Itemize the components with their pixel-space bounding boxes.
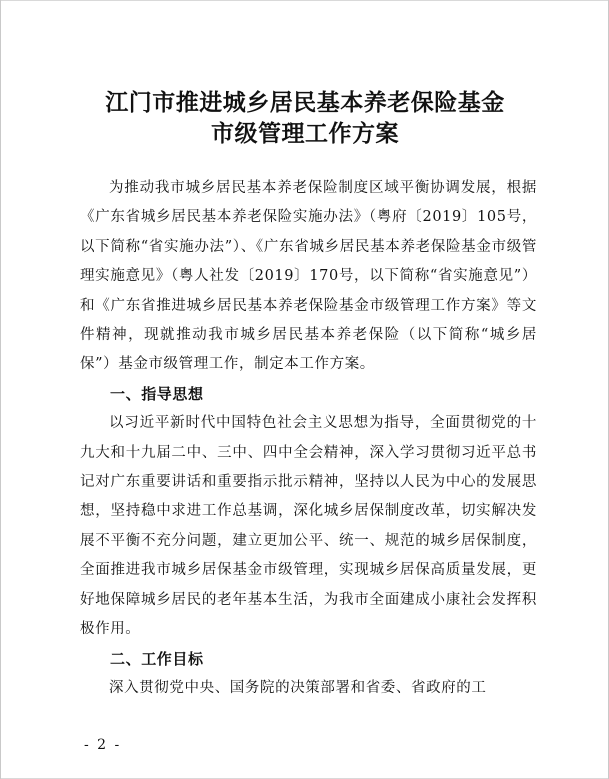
document-body [80,174,537,703]
document-title-line-1: 江门市推进城乡居民基本养老保险基金 [105,90,505,116]
document-title-line-2: 市级管理工作方案 [211,121,399,147]
page-border-left [0,0,1,779]
section-2-heading: 二、工作目标 [110,649,204,668]
intro-paragraph: 为推动我市城乡居民基本养老保险制度区域平衡协调发展，根据《广东省城乡居民基本养老保险实施办法》（粤府〔2019〕105号，以下简称“省实施办法”）、《广东省城乡居民基本养老保险基金市级管理实施意见》（粤人社发〔2019〕170号，以下简称“省实施意见”）和《广东省推进城乡居民基本养老保险基金市级管理工作方案》等文件精神，现就推动我市城乡居民基本养老保险（以下简称“城乡居保”）基金市级管理工作，制定本工作方案。 [80,180,537,373]
section-1-paragraph: 以习近平新时代中国特色社会主义思想为指导，全面贯彻党的十九大和十九届二中、三中、四中全会精神，深入学习贯彻习近平总书记对广东重要讲话和重要指示批示精神，坚持以人民为中心的发展思想，坚持稳中求进工作总基调，深化城乡居保制度改革，切实解决发展不平衡不充分问题，建立更加公平、统一、规范的城乡居保制度，全面推进我市城乡居保基金市级管理，实现城乡居保高质量发展，更好地保障城乡居民的老年基本生活，为我市全面建成小康社会发挥积极作用。 [80,415,537,638]
page-border-top [0,0,609,1]
page-number: - 2 - [84,737,122,753]
section-1-heading: 一、指导思想 [110,384,204,403]
section-2-paragraph: 深入贯彻党中央、国务院的决策部署和省委、省政府的工 [109,679,487,696]
